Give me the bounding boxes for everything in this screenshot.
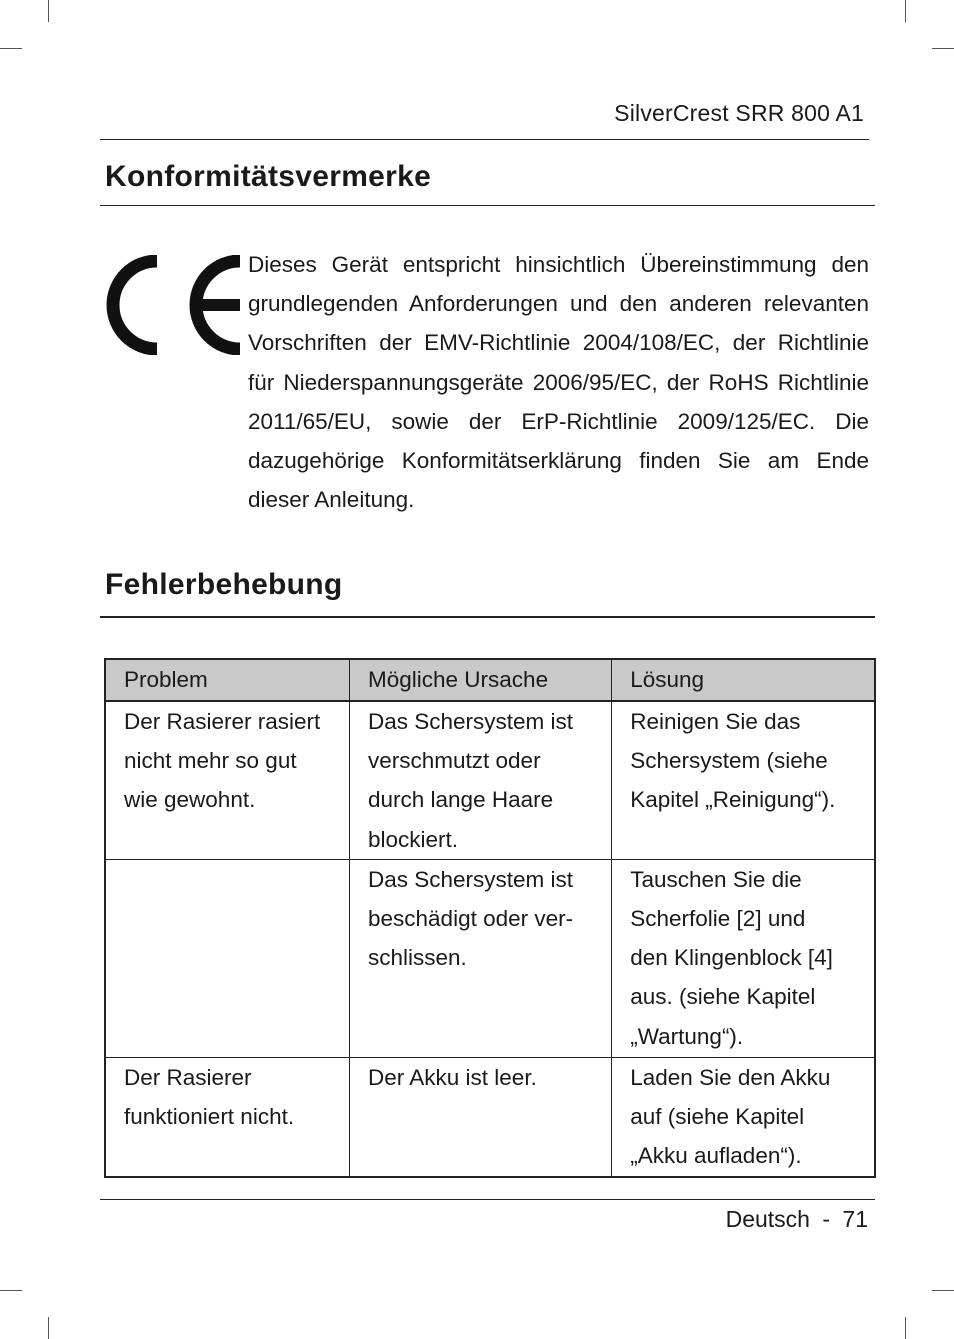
ce-mark-logo — [102, 255, 244, 355]
cell-text-line: Kapitel „Reinigung“). — [630, 787, 836, 813]
footer-language: Deutsch — [725, 1206, 810, 1232]
cell-text-line: beschädigt oder ver- — [368, 906, 574, 932]
conformity-heading-rule — [100, 205, 875, 206]
page-number: 71 — [842, 1206, 868, 1232]
conformity-statement: Dieses Gerät entspricht hinsichtlich Übereinstimmung den grundlegenden Anforderungen und den anderen relevanten Vorschriften der EMV-Richtlinie 2004/108/EC, der Richtlinie für Niederspannungsgeräte 2006/95/EC, der RoHS Richtlinie 2011/65/EU, sowie der ErP-Richtlinie 2009/125/EC. Die dazugehörige Konformitätserklärung finden Sie am Ende dieser Anleitung. — [248, 252, 869, 513]
cell-cause — [350, 701, 612, 859]
cell-problem — [105, 701, 350, 859]
column-header-solution: Lösung — [612, 659, 875, 701]
header-rule — [100, 139, 869, 140]
troubleshooting-heading: Fehlerbehebung — [105, 568, 343, 601]
cell-text-line: aus. (siehe Kapitel — [630, 984, 816, 1010]
cell-text-line: auf (siehe Kapitel — [630, 1104, 805, 1130]
cell-text-line: den Klingenblock [4] — [630, 945, 833, 971]
table-row — [105, 859, 875, 1057]
table-header-row — [105, 659, 875, 701]
cell-text-line: Laden Sie den Akku — [630, 1064, 831, 1090]
page-footer — [726, 1206, 868, 1233]
cell-text-line: wie gewohnt. — [124, 787, 256, 813]
page-header-model: SilverCrest SRR 800 A1 — [614, 100, 864, 126]
crop-mark — [932, 48, 954, 49]
crop-mark — [932, 1290, 954, 1291]
cell-problem — [105, 1057, 350, 1177]
troubleshooting-table — [104, 658, 876, 1178]
conformity-heading: Konformitätsvermerke — [105, 160, 432, 193]
table-row — [105, 1057, 875, 1177]
cell-text-line: verschmutzt oder — [368, 748, 541, 774]
crop-mark — [905, 1317, 906, 1339]
crop-mark — [48, 0, 49, 22]
cell-text-line: Der Rasierer rasiert — [124, 709, 321, 734]
cell-text-line: schlissen. — [368, 945, 467, 971]
cell-solution — [612, 1057, 875, 1177]
cell-text-line: „Akku aufladen“). — [630, 1143, 802, 1169]
cell-text-line: Das Schersystem ist — [368, 866, 574, 892]
cell-text-line: Tauschen Sie die — [630, 866, 802, 892]
cell-cause — [350, 1057, 612, 1177]
cell-problem — [105, 859, 350, 1057]
footer-separator: - — [822, 1206, 831, 1232]
troubleshooting-heading-rule — [100, 616, 875, 618]
footer-rule — [100, 1199, 875, 1200]
cell-text-line: nicht mehr so gut — [124, 748, 297, 774]
cell-solution — [612, 701, 875, 859]
crop-mark — [0, 48, 22, 49]
crop-mark — [0, 1290, 22, 1291]
column-header-problem: Problem — [105, 659, 350, 701]
column-header-cause: Mögliche Ursache — [350, 659, 612, 701]
cell-text-line: Der Akku ist leer. — [368, 1064, 537, 1090]
crop-mark — [905, 0, 906, 22]
cell-text-line: Das Schersystem ist — [368, 709, 574, 734]
cell-text-line: Scherfolie [2] und — [630, 906, 806, 932]
cell-text-line: blockiert. — [368, 826, 459, 852]
cell-solution — [612, 859, 875, 1057]
cell-text-line: Der Rasierer — [124, 1064, 252, 1090]
cell-text-line: „Wartung“). — [630, 1023, 744, 1049]
cell-text-line: Reinigen Sie das — [630, 709, 801, 734]
cell-text-line: funktioniert nicht. — [124, 1104, 295, 1130]
cell-cause — [350, 859, 612, 1057]
crop-mark — [48, 1317, 49, 1339]
cell-text-line: Schersystem (siehe — [630, 748, 828, 774]
cell-text-line: durch lange Haare — [368, 787, 554, 813]
table-row — [105, 701, 875, 859]
